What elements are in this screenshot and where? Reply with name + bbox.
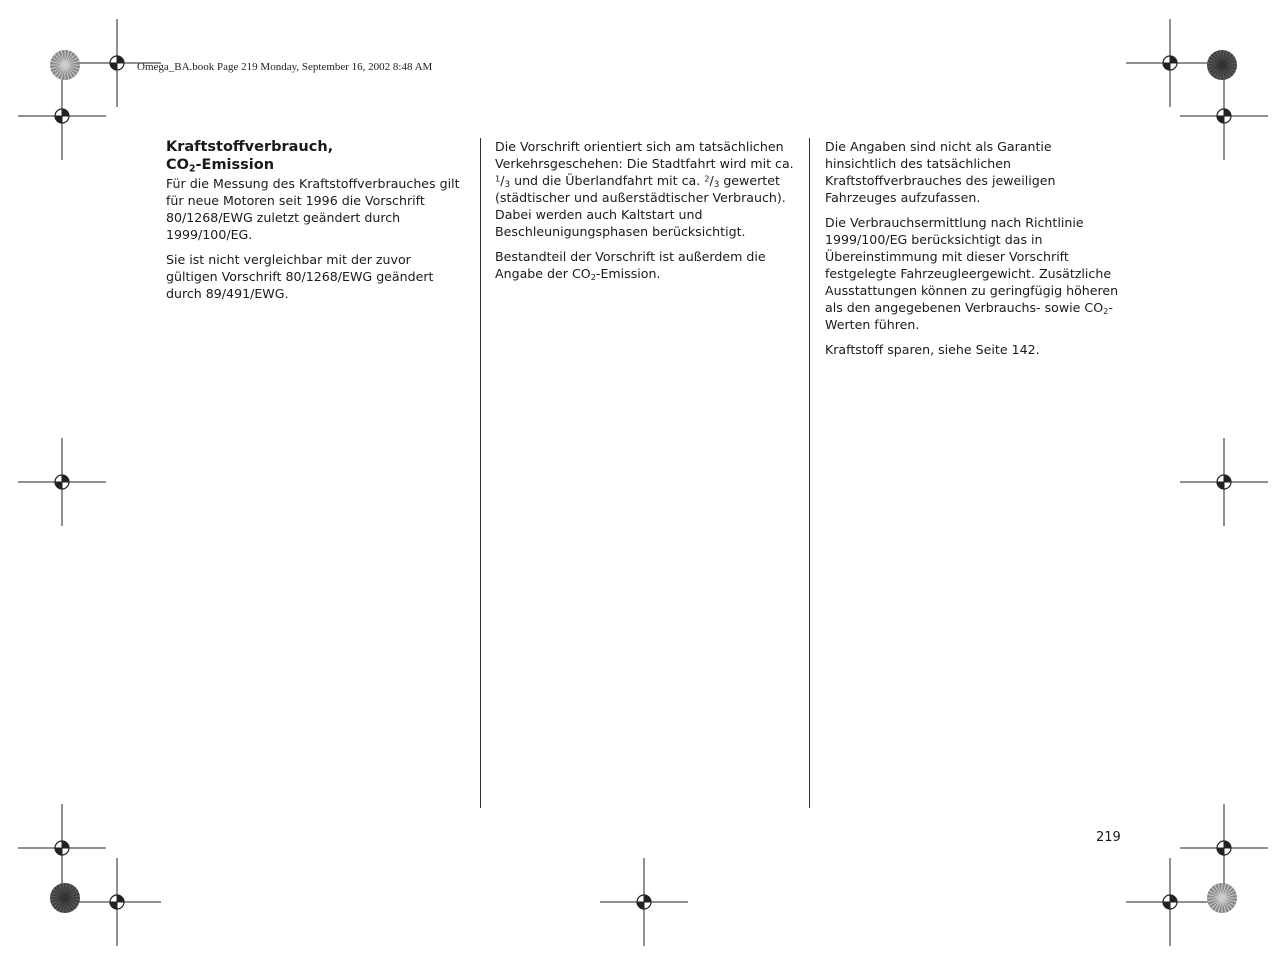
registration-target-icon: [18, 438, 106, 526]
color-rosette-icon: [48, 48, 82, 82]
column-2: [495, 138, 795, 290]
fraction-numerator: 2: [704, 173, 710, 184]
fraction-denominator: 3: [504, 180, 511, 191]
text-run: Die Vorschrift orientiert sich am tatsächlichen Verkehrsgeschehen: Die Stadtfahrt wird mit ca.: [495, 139, 794, 171]
heading-line-1: Kraftstoffverbrauch,: [166, 139, 334, 155]
registration-target-icon: [18, 72, 106, 160]
color-rosette-icon: [1205, 48, 1239, 82]
paragraph: Für die Messung des Kraftstoffverbrauches gilt für neue Motoren seit 1996 die Vorschrift 80/1268/EWG zuletzt geändert durch 1999/100/EG.: [166, 176, 460, 242]
text-run: gewertet (städtischer und außerstädtischer Verbrauch). Dabei werden auch Kaltstart und Beschleunigungsphasen berücksichtigt.: [495, 173, 786, 239]
registration-target-icon: [1180, 438, 1268, 526]
heading-co: CO: [166, 157, 189, 173]
column-divider: [480, 138, 481, 808]
color-rosette-icon: [1205, 881, 1239, 915]
registration-target-icon: [600, 858, 688, 946]
paragraph: Die Angaben sind nicht als Garantie hinsichtlich des tatsächlichen Kraftstoffverbrauches des jeweiligen Fahrzeuges aufzufassen.: [825, 139, 1056, 205]
text-run: und die Überlandfahrt mit ca.: [510, 173, 705, 188]
print-header: Omega_BA.book Page 219 Monday, September 16, 2002 8:48 AM: [137, 61, 433, 73]
registration-target-icon: [1126, 858, 1214, 946]
column-3: [825, 138, 1125, 366]
fraction-one-third: $^1/_3$: [495, 173, 511, 191]
page-number: 219: [1096, 830, 1121, 845]
fraction-numerator: 1: [495, 173, 501, 184]
column-divider: [809, 138, 810, 808]
registration-target-icon: [1180, 72, 1268, 160]
heading-emission: -Emission: [195, 157, 275, 173]
fraction-denominator: 3: [713, 180, 720, 191]
section-heading: [166, 138, 466, 174]
fraction-two-thirds: $^2/_3$: [704, 173, 720, 191]
paragraph: [825, 214, 1125, 333]
text-run: -Werten führen.: [825, 300, 1113, 332]
heading-subscript: 2: [188, 163, 196, 175]
paragraph: [495, 138, 795, 240]
subscript: 2: [1103, 306, 1109, 317]
text-run: -Emission.: [595, 266, 661, 281]
column-1: [166, 138, 466, 310]
text-run: Die Verbrauchsermittlung nach Richtlinie 1999/100/EG berücksichtigt das in Übereinstimmung mit dieser Vorschrift festgelegte Fahrzeugleergewicht. Zusätzliche Ausstattungen können zu geringfügig höheren als den angegebenen Verbrauchs- sowie CO: [825, 215, 1119, 315]
paragraph: Sie ist nicht vergleichbar mit der zuvor gültigen Vorschrift 80/1268/EWG geändert durch 89/491/EWG.: [166, 252, 434, 301]
paragraph: [495, 248, 795, 282]
text-run: Bestandteil der Vorschrift ist außerdem die Angabe der CO: [495, 249, 766, 281]
subscript: 2: [590, 272, 596, 283]
paragraph: Kraftstoff sparen, siehe Seite 142.: [825, 342, 1040, 357]
registration-target-icon: [73, 858, 161, 946]
color-rosette-icon: [48, 881, 82, 915]
heading-line-2: [166, 156, 466, 174]
